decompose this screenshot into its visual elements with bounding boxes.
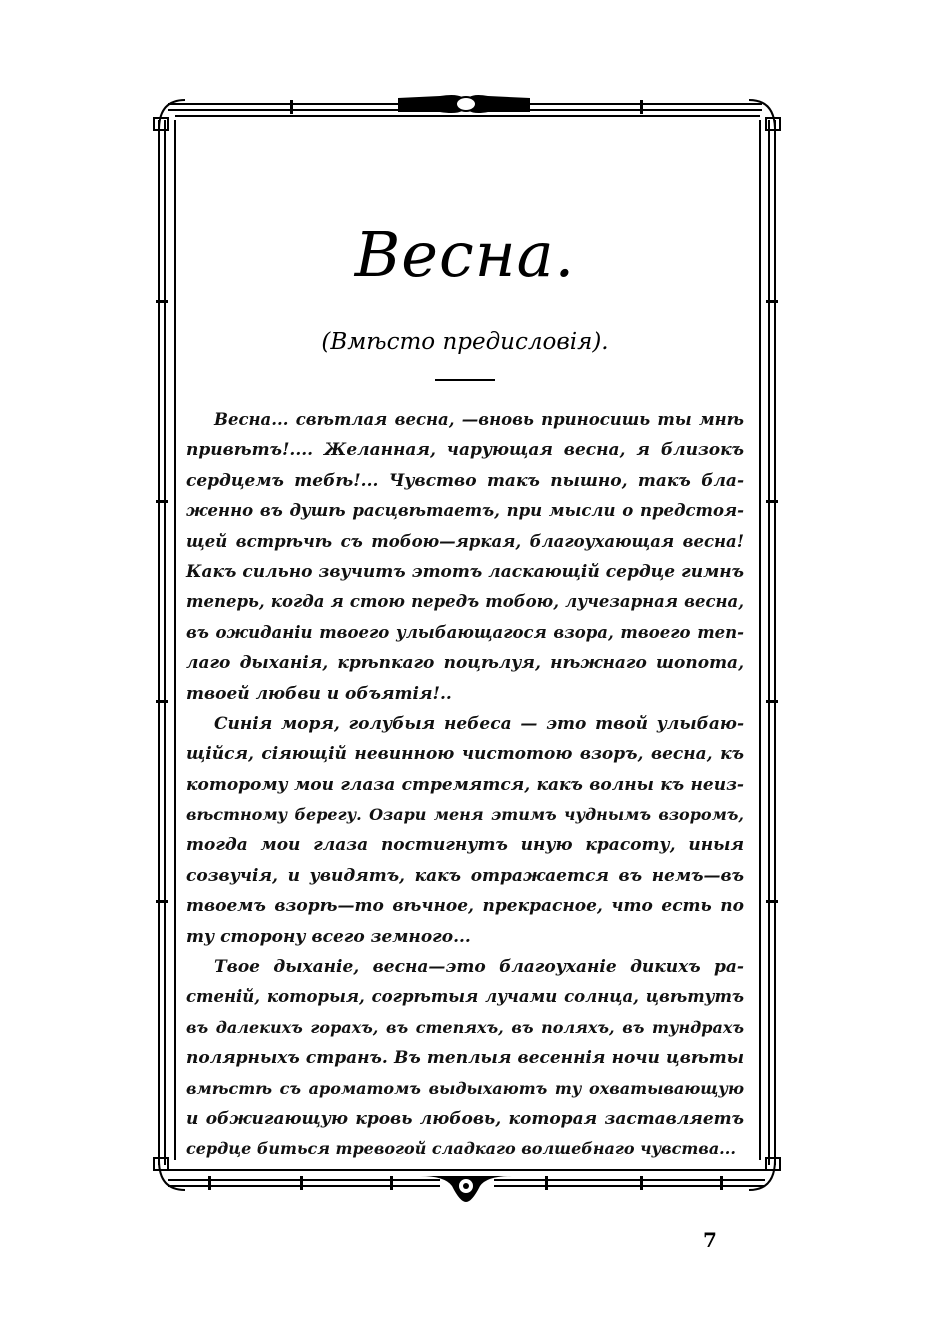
text-line: сердце биться тревогой сладкаго волшебнаго чувства... (186, 1139, 736, 1159)
text-line: привѣтъ!.... Желанная, чарующая весна, я близокъ (186, 440, 744, 461)
text-line: въ далекихъ горахъ, въ степяхъ, въ поляхъ, въ тундрахъ (186, 1017, 744, 1037)
text-line: Какъ сильно звучитъ этотъ ласкающій сердце гимнъ (186, 561, 744, 582)
text-line: щійся, сіяющій невинною чистотою взоръ, весна, къ (186, 744, 744, 765)
text-line: вмѣстѣ съ ароматомъ выдыхаютъ ту охватывающую (186, 1078, 744, 1098)
page-number: 7 (703, 1228, 717, 1252)
text-line: Весна... свѣтлая весна, —вновь приносишь ты мнѣ (214, 410, 744, 429)
text-line: лаго дыханія, крѣпкаго поцѣлуя, нѣжнаго шопота, (186, 653, 744, 674)
text-line: твоемъ взорѣ—то вѣчное, прекрасное, что есть по (186, 896, 744, 917)
page-title: Весна. (354, 218, 576, 291)
text-line: и обжигающую кровь любовь, которая заставляетъ (186, 1108, 744, 1129)
text-block (186, 200, 744, 1165)
text-line: Синія моря, голубыя небеса — это твой улыбаю- (214, 713, 744, 734)
text-line: вѣстному берегу. Озари меня этимъ чуднымъ взоромъ, (186, 805, 744, 825)
text-line: женно въ душѣ расцвѣтаетъ, при мысли о предстоя- (186, 501, 744, 521)
text-line: теперь, когда я стою передъ тобою, лучезарная весна, (186, 592, 744, 612)
text-line: стеній, которыя, согрѣтыя лучами солнца, цвѣтутъ (186, 987, 744, 1007)
text-line: щей встрѣчѣ съ тобою—яркая, благоухающая весна! (186, 531, 744, 551)
text-line: тогда мои глаза постигнутъ иную красоту, иныя (186, 835, 744, 856)
title-divider (435, 379, 495, 381)
body-text (186, 405, 744, 1165)
text-line: сердцемъ тебѣ!... Чувство такъ пышно, такъ бла- (186, 470, 744, 491)
text-line: ту сторону всего земного... (186, 926, 471, 947)
text-line: которому мои глаза стремятся, какъ волны къ неиз- (186, 774, 744, 795)
top-ornament (398, 95, 530, 113)
text-line: полярныхъ странъ. Въ теплыя весеннія ночи цвѣты (186, 1048, 744, 1069)
text-line: твоей любви и объятія!.. (186, 683, 452, 704)
text-line: въ ожиданіи твоего улыбающагося взора, твоего теп- (186, 622, 744, 642)
text-line: созвучія, и увидятъ, какъ отражается въ немъ—въ (186, 865, 744, 886)
subtitle: (Вмѣсто предисловія). (321, 329, 609, 355)
text-line: Твое дыханіе, весна—это благоуханіе дикихъ ра- (214, 957, 744, 978)
